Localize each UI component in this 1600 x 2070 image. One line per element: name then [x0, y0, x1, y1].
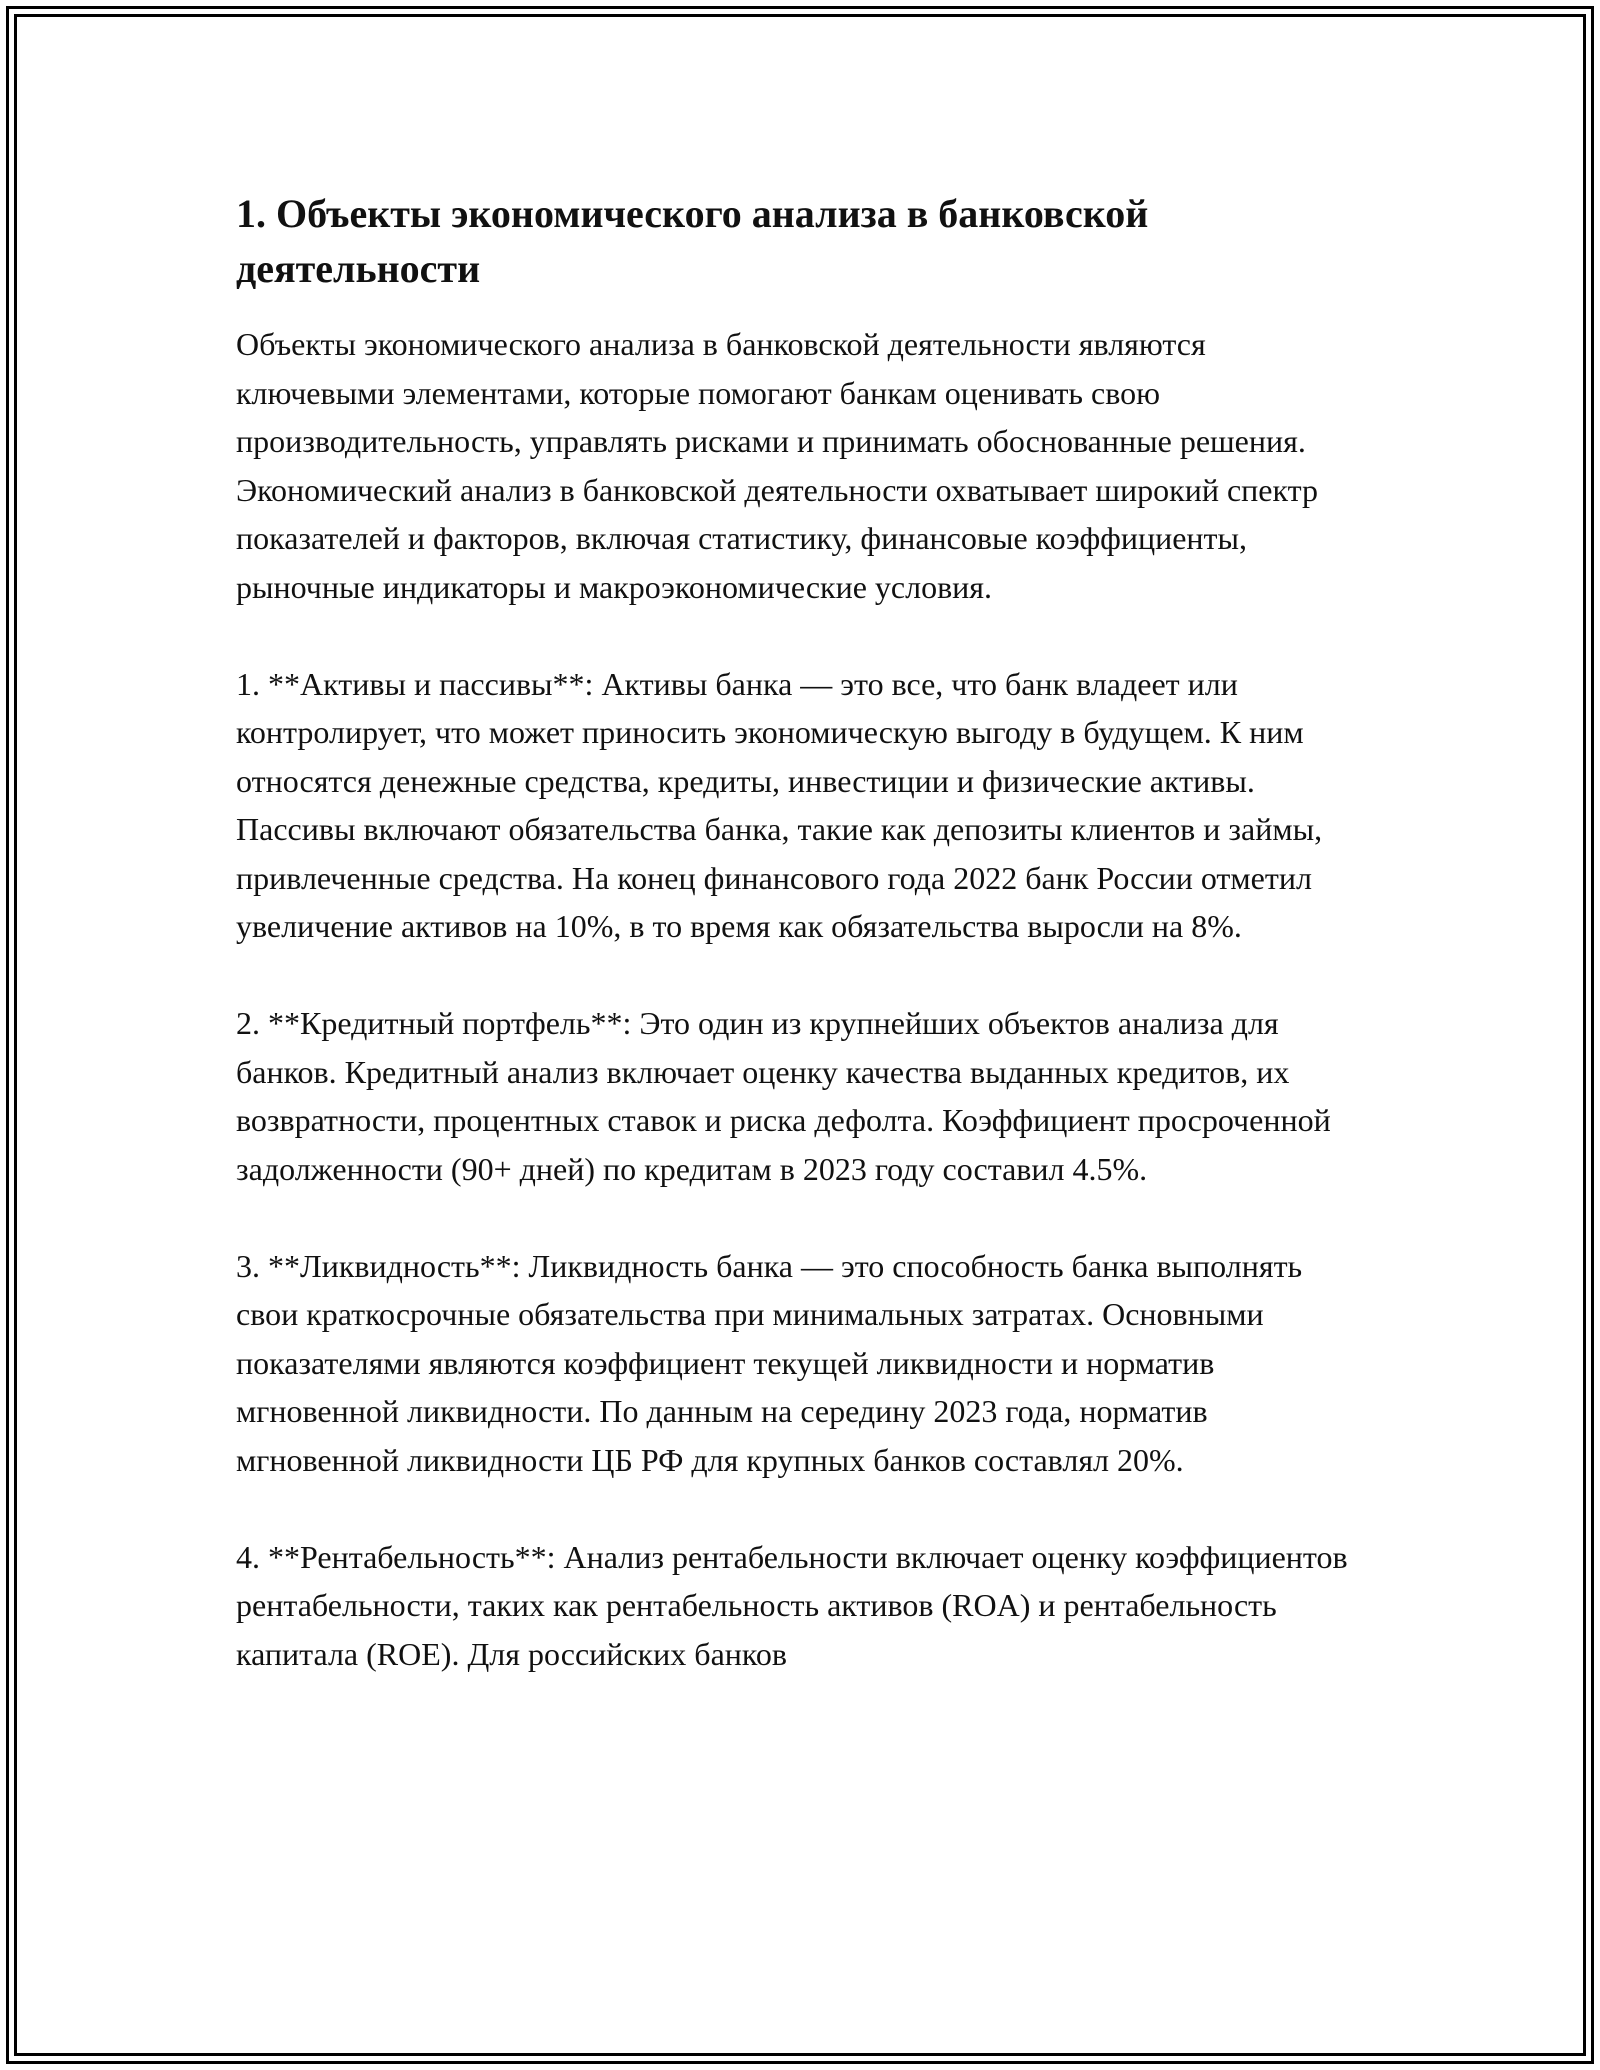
- assets-liabilities-paragraph: 1. **Активы и пассивы**: Активы банка — это все, что банк владеет или контролирует, что может приносить экономическую выгоду в будущем. К ним относятся денежные средства, кредиты, инвестиции и физические активы. Пассивы включают обязательства банка, такие как депозиты клиентов и займы, привлеченные средства. На конец финансового года 2022 банк России отметил увеличение активов на 10%, в то время как обязательства выросли на 8%.: [236, 665, 1323, 944]
- section-heading: 1. Объекты экономического анализа в банковской деятельности: [236, 191, 1149, 291]
- profitability-paragraph: 4. **Рентабельность**: Анализ рентабельности включает оценку коэффициентов рентабельности, таких как рентабельность активов (ROA) и рентабельность капитала (ROE). Для российских банков: [236, 1538, 1348, 1672]
- liquidity-paragraph: 3. **Ликвидность**: Ликвидность банка — это способность банка выполнять свои краткосрочные обязательства при минимальных затратах. Основными показателями являются коэффициент текущей ликвидности и норматив мгновенной ликвидности. По данным на середину 2023 года, норматив мгновенной ликвидности ЦБ РФ для крупных банков составлял 20%.: [236, 1247, 1303, 1478]
- credit-portfolio-paragraph: 2. **Кредитный портфель**: Это один из крупнейших объектов анализа для банков. Кредитный анализ включает оценку качества выданных кредитов, их возвратности, процентных ставок и риска дефолта. Коэффициент просроченной задолженности (90+ дней) по кредитам в 2023 году составил 4.5%.: [236, 1005, 1331, 1187]
- intro-paragraph: Объекты экономического анализа в банковской деятельности являются ключевыми элементами, которые помогают банкам оценивать свою производительность, управлять рисками и принимать обоснованные решения. Экономический анализ в банковской деятельности охватывает широкий спектр показателей и факторов, включая статистику, финансовые коэффициенты, рыночные индикаторы и макроэкономические условия.: [236, 326, 1318, 605]
- document-page: [236, 186, 1366, 1727]
